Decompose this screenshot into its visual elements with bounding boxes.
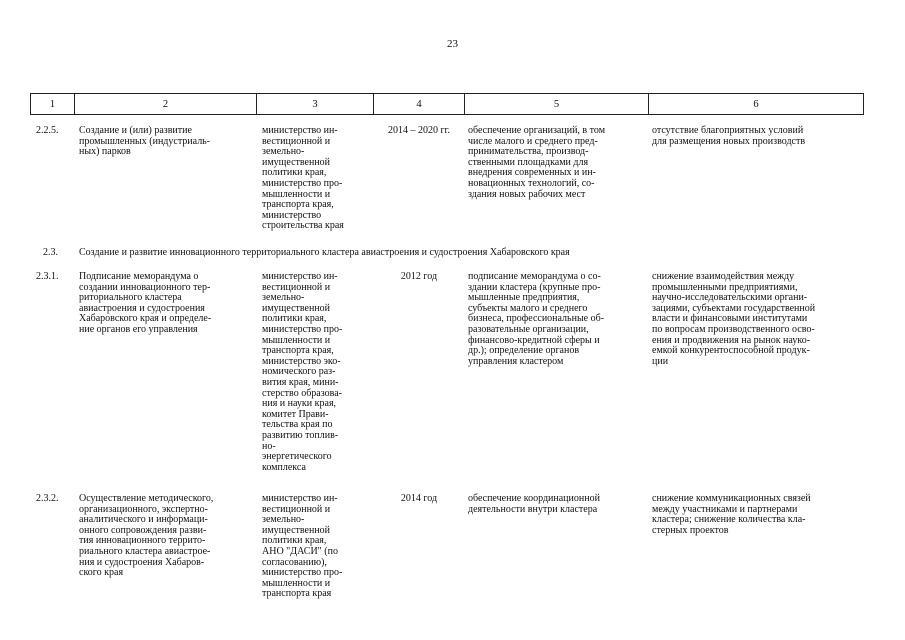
risk-text: снижение коммуникационных связей между участниками и партнерами кластера; снижение количества кла- стерных проектов: [652, 493, 811, 536]
header-col-3: 3: [257, 94, 374, 115]
period-text: 2012 год: [400, 271, 438, 282]
header-col-5: 5: [465, 94, 649, 115]
header-col-4: 4: [374, 94, 465, 115]
executor-text: министерство ин- вестиционной и земельно- имущественной политики края, АНО "ДАСИ" (по согласованию), министерство про- мышленности и транспорта края: [262, 493, 343, 600]
page-number: 23: [447, 38, 458, 50]
period-text: 2014 год: [400, 493, 438, 504]
activity-text: Подписание меморандума о создании инновационного тер- риториального кластера авиастроения и судостроения Хабаровского края и определе- ние органов его управления: [79, 271, 212, 335]
header-col-1: 1: [31, 94, 75, 115]
result-text: обеспечение координационной деятельности внутри кластера: [468, 493, 600, 515]
row-number: 2.3.1.: [36, 271, 59, 282]
section-number: 2.3.: [43, 247, 58, 258]
result-text: обеспечение организаций, в том числе малого и среднего пред- принимательства, производ- ственными площадками для внедрения современных и ин- новационных технологий, со- здания новых рабочих мест: [468, 125, 606, 200]
risk-text: отсутствие благоприятных условий для размещения новых производств: [652, 125, 806, 147]
header-col-2: 2: [75, 94, 257, 115]
result-text: подписание меморандума о со- здании кластера (крупные про- мышленные предприятия, субъекты малого и среднего бизнеса, профессиональные об- разовательные организации, финансово-кредитной сферы и др.); определение органов управления кластером: [468, 271, 605, 367]
activity-text: Осуществление методического, организационного, экспертно- аналитического и информаци- онного сопровождения разви- тия инновационного террито- риального кластера авиастрое- ния и судостроения Хабаров- ского края: [79, 493, 214, 579]
header-col-6: 6: [649, 94, 864, 115]
column-number-header: [30, 93, 864, 115]
row-number: 2.3.2.: [36, 493, 59, 504]
section-title: Создание и развитие инновационного территориального кластера авиастроения и судостроения Хабаровского края: [79, 247, 570, 258]
risk-text: снижение взаимодействия между промышленными предприятиями, научно-исследовательскими органи- зациями, субъектами государственной власти и финансовыми институтами по вопросам производственного осво- ения и продвижения на рынок науко- емкой конкурентоспособной продук- ции: [652, 271, 816, 367]
row-number: 2.2.5.: [36, 125, 59, 136]
executor-text: министерство ин- вестиционной и земельно- имущественной политики края, министерство про- мышленности и транспорта края, министерство эко- номического раз- вития края, мини- стерство образова- ния и науки края, комитет Прави- тельства края по развитию топлив- но- энергетического комплекса: [262, 271, 343, 473]
executor-text: министерство ин- вестиционной и земельно- имущественной политики края, министерство про- мышленности и транспорта края, министерство строительства края: [262, 125, 344, 232]
period-text: 2014 – 2020 гг.: [387, 125, 451, 136]
activity-text: Создание и (или) развитие промышленных (индустриаль- ных) парков: [79, 125, 211, 158]
